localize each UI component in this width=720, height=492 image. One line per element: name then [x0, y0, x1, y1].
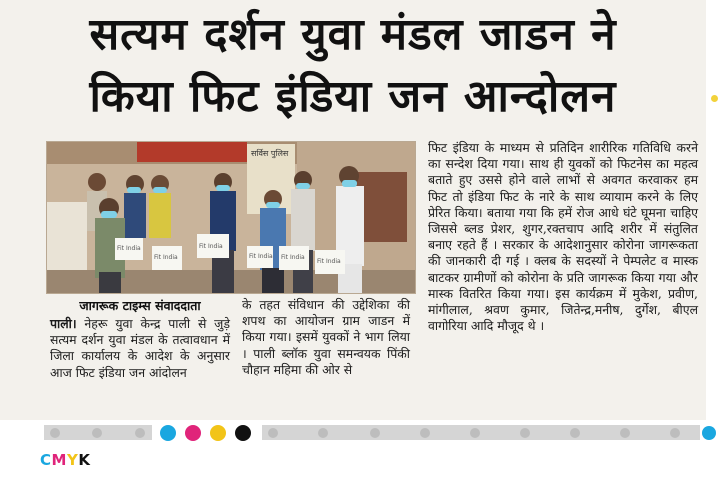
cmyk-letter-m: M — [51, 451, 67, 469]
svg-text:Fit India: Fit India — [249, 253, 273, 260]
article-column-3: फिट इंडिया के माध्यम से प्रतिदिन शारीरिक गतिविधि करने का सन्देश दिया गया। साथ ही युवकों को फिटनेस का महत्व बताते हुए उससे होने वाले लाभों से अवगत करवाकर हम फिट तो इंडिया फिट के नारे के साथ व्यायाम करने के लिए प्रेरित किया। बताया गया कि हमें रोज आधे घंटे घूमना चाहिए जिससे ब्लड प्रेशर, शुगर,रक्तचाप आदि शरीर में संतुलित बनाए रहते हैं । सरकार के आदेशानुसार कोरोना जागरूकता की जानकारी दी गई । क्लब के सदस्यों ने पेम्पलेट व मास्क बाटकर ग्रामीणों को कोरोना के प्रति जागरूक किया गया और मास्क वितरित किया गया। इस कार्यक्रम में मुकेश, प्रवीण, मांगीलाल, श्रवण कुमार, जितेन्द्र,मनीष, दुर्गेश, बीएल वागोरिया आदि मौजूद थे । — [428, 140, 698, 334]
dateline: पाली। — [50, 316, 77, 331]
cmyk-label — [40, 451, 90, 469]
cmyk-letter-k: K — [78, 451, 91, 469]
column-1-text: नेहरू युवा केन्द्र पाली से जुड़े सत्यम दर्शन युवा मंडल के तत्वावधान में जिला कार्यालय के आदेश के अनुसार आज फिट इंडिया जन आंदोलन — [50, 316, 230, 380]
registration-dot-cyan — [160, 425, 176, 441]
registration-ring — [670, 428, 680, 438]
article-column-1 — [50, 316, 230, 381]
photo-illustration — [47, 142, 415, 293]
byline: जागरूक टाइम्स संवाददाता — [79, 298, 201, 313]
registration-ring — [420, 428, 430, 438]
headline-line-2: किया फिट इंडिया जन आन्दोलन — [89, 71, 617, 122]
cmyk-letter-y: Y — [66, 451, 79, 469]
shop-sign-text: सर्विस पुलिस — [251, 149, 289, 158]
registration-ring — [50, 428, 60, 438]
headline-line-1: सत्यम दर्शन युवा मंडल जाडन ने — [89, 9, 617, 60]
svg-text:Fit India: Fit India — [281, 254, 305, 261]
registration-dot-magenta — [185, 425, 201, 441]
svg-text:Fit India: Fit India — [117, 245, 141, 252]
page-edge — [706, 0, 720, 420]
registration-ring — [620, 428, 630, 438]
registration-dot-yellow — [210, 425, 226, 441]
registration-dot-black — [235, 425, 251, 441]
registration-mark-yellow — [711, 95, 718, 102]
svg-text:Fit India: Fit India — [317, 258, 341, 265]
registration-ring — [370, 428, 380, 438]
article-column-2: के तहत संविधान की उद्देशिका की शपथ का आयोजन ग्राम जाडन में किया गया। इसमें युवकों ने भाग लिया । पाली ब्लॉक युवा समन्वयक पिंकी चौहान महिमा की ओर से — [242, 297, 410, 377]
registration-ring — [92, 428, 102, 438]
registration-ring — [520, 428, 530, 438]
svg-text:Fit India: Fit India — [154, 254, 178, 261]
cmyk-letter-c: C — [40, 451, 52, 469]
registration-ring — [135, 428, 145, 438]
news-photo — [46, 141, 416, 294]
registration-ring — [470, 428, 480, 438]
headline — [0, 6, 706, 126]
registration-ring — [268, 428, 278, 438]
registration-dot-cyan-edge — [702, 426, 716, 440]
svg-text:Fit India: Fit India — [199, 243, 223, 250]
registration-ring — [318, 428, 328, 438]
registration-ring — [570, 428, 580, 438]
